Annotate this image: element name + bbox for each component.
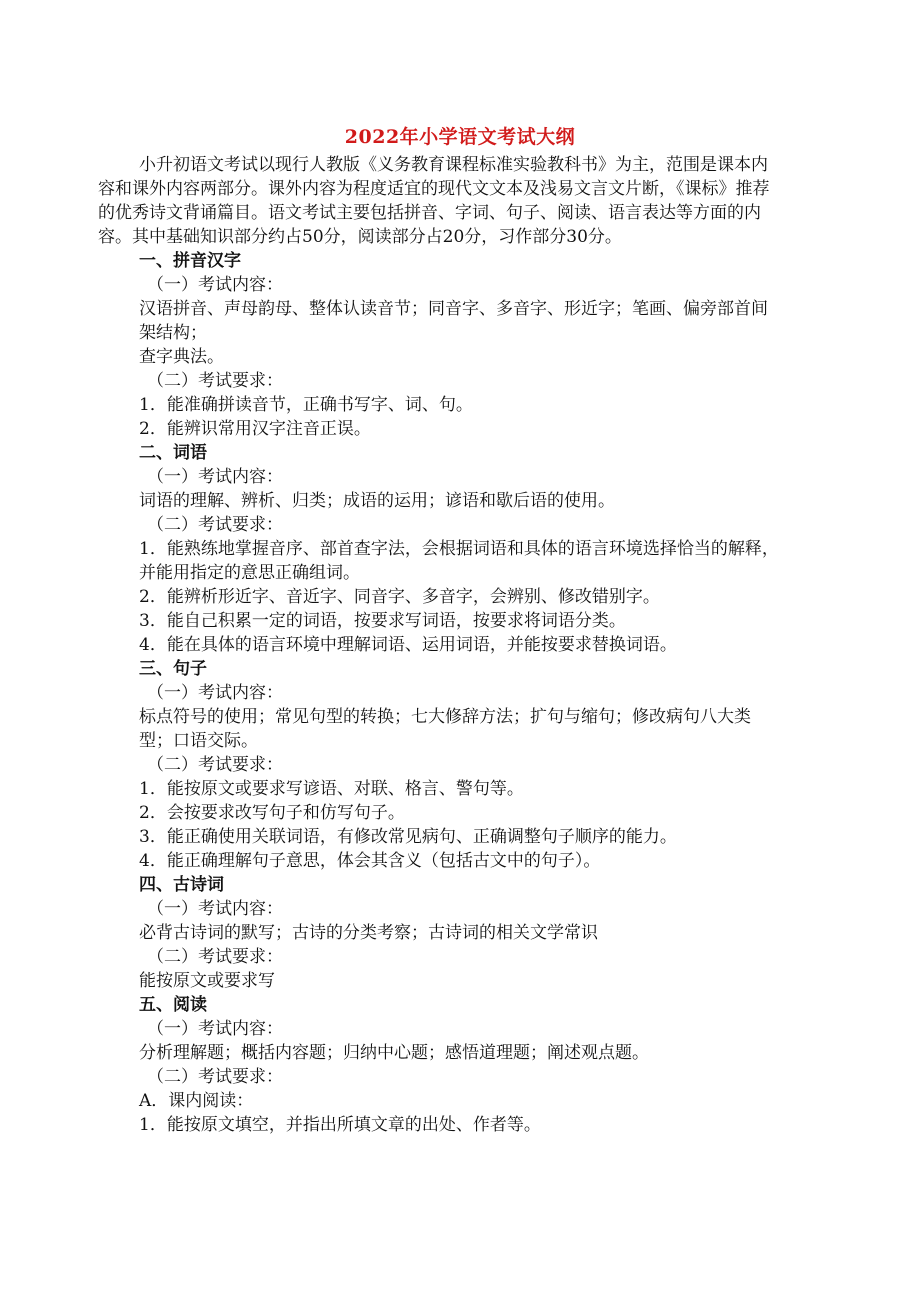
section-2-req-line: 1．能熟练地掌握音序、部首查字法，会根据词语和具体的语言环境选择恰当的解释，并能用指定的意思正确组词。 <box>139 539 779 583</box>
section-5-req-line: A．课内阅读： <box>139 1091 254 1111</box>
section-3-heading: 三、句子 <box>139 659 207 679</box>
section-4-req-line: 能按原文或要求写 <box>139 971 275 991</box>
section-2-req-label: （二）考试要求： <box>147 515 283 535</box>
document-body <box>98 153 784 1137</box>
section-1-content-line: 查字典法。 <box>139 347 224 367</box>
section-2-content-line: 词语的理解、辨析、归类；成语的运用；谚语和歇后语的使用。 <box>139 491 615 511</box>
section-3-req-line: 4．能正确理解句子意思，体会其含义（包括古文中的句子）。 <box>139 851 601 871</box>
section-4-content-line: 必背古诗词的默写；古诗的分类考察；古诗词的相关文学常识 <box>139 923 598 943</box>
section-2-req-line: 2．能辨析形近字、音近字、同音字、多音字，会辨别、修改错别字。 <box>139 587 660 607</box>
section-3-req-line: 2．会按要求改写句子和仿写句子。 <box>139 803 405 823</box>
section-2-heading: 二、词语 <box>139 443 207 463</box>
intro-paragraph: 小升初语文考试以现行人教版《义务教育课程标准实验教科书》为主，范围是课本内容和课外内容两部分。课外内容为程度适宜的现代文文本及浅易文言文片断，《课标》推荐的优秀诗文背诵篇目。语文考试主要包括拼音、字词、句子、阅读、语言表达等方面的内容。其中基础知识部分约占50分，阅读部分占20分，习作部分30分。 <box>98 155 770 247</box>
section-5-heading: 五、阅读 <box>139 995 207 1015</box>
section-5-content-line: 分析理解题；概括内容题；归纳中心题；感悟道理题；阐述观点题。 <box>139 1043 649 1063</box>
section-3-req-label: （二）考试要求： <box>147 755 283 775</box>
section-1-req-line: 2．能辨识常用汉字注音正误。 <box>139 419 371 439</box>
section-1-req-line: 1．能准确拼读音节，正确书写字、词、句。 <box>139 395 473 415</box>
section-4-content-label: （一）考试内容： <box>147 899 283 919</box>
section-5-req-label: （二）考试要求： <box>147 1067 283 1087</box>
section-5-req-line: 1．能按原文填空，并指出所填文章的出处、作者等。 <box>139 1115 541 1135</box>
section-2-req-line: 4．能在具体的语言环境中理解词语、运用词语，并能按要求替换词语。 <box>139 635 677 655</box>
section-2-req-line: 3．能自己积累一定的词语，按要求写词语，按要求将词语分类。 <box>139 611 626 631</box>
section-1-req-label: （二）考试要求： <box>147 371 283 391</box>
section-2-content-label: （一）考试内容： <box>147 467 283 487</box>
section-3-req-line: 3．能正确使用关联词语，有修改常见病句、正确调整句子顺序的能力。 <box>139 827 677 847</box>
section-1-content-label: （一）考试内容： <box>147 275 283 295</box>
section-3-req-line: 1．能按原文或要求写谚语、对联、格言、警句等。 <box>139 779 524 799</box>
section-5-content-label: （一）考试内容： <box>147 1019 283 1039</box>
document-title: 2022年小学语文考试大纲 <box>344 126 576 148</box>
section-4-heading: 四、古诗词 <box>139 875 224 895</box>
section-1-heading: 一、拼音汉字 <box>139 251 241 271</box>
section-1-content-line: 汉语拼音、声母韵母、整体认读音节；同音字、多音字、形近字；笔画、偏旁部首间架结构； <box>139 299 768 343</box>
section-3-content-label: （一）考试内容： <box>147 683 283 703</box>
section-4-req-label: （二）考试要求： <box>147 947 283 967</box>
section-3-content-line: 标点符号的使用；常见句型的转换；七大修辞方法；扩句与缩句；修改病句八大类型；口语交际。 <box>139 707 751 751</box>
